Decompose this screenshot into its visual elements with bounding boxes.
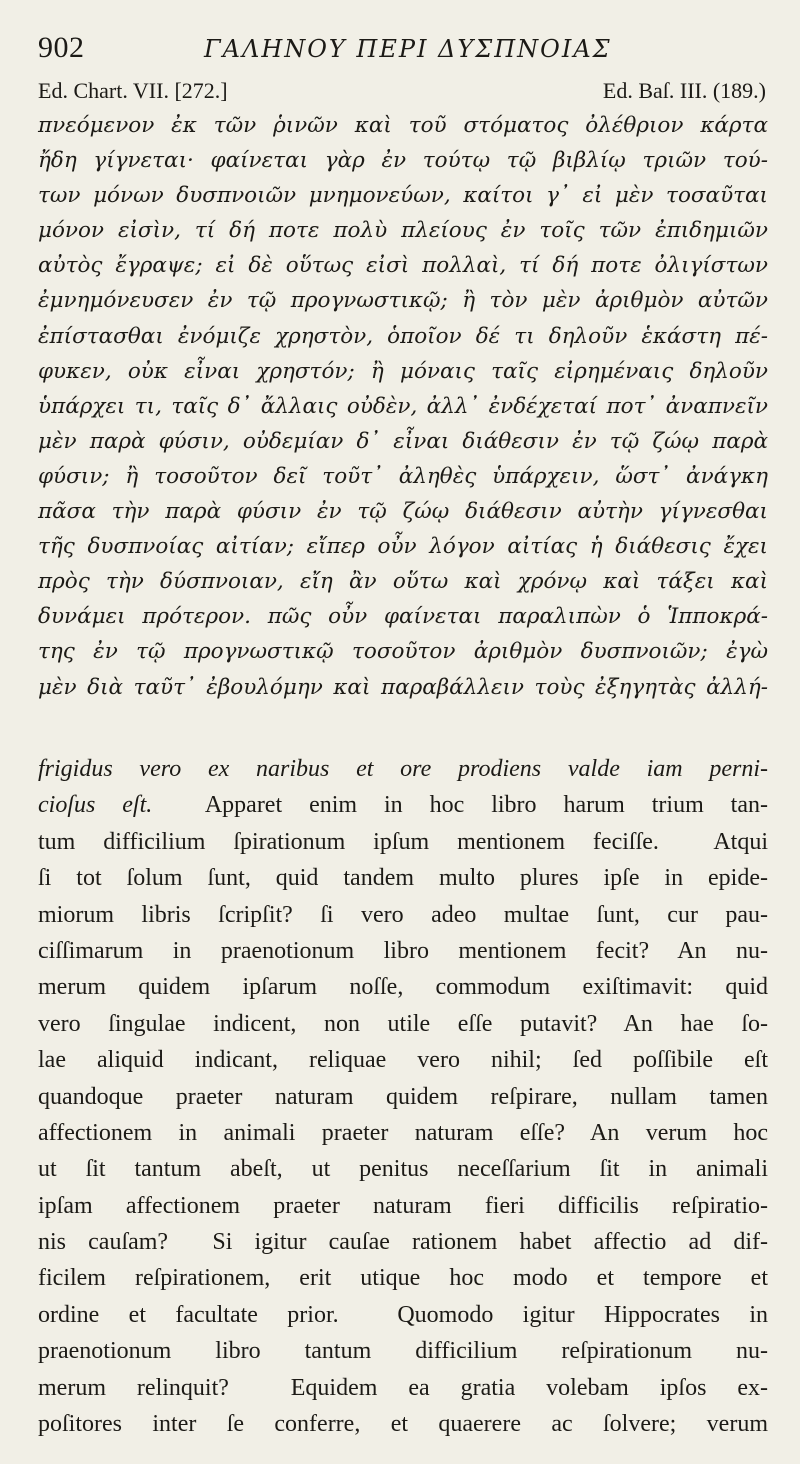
- latin-roman-text: vero ſingulae indicent, non utile eſſe putavit? An hae ſo-: [38, 1010, 768, 1037]
- latin-roman-text: nis cauſam? Si igitur cauſae rationem habet affectio ad dif-: [38, 1229, 768, 1256]
- edition-chartier: Ed. Chart. VII. [272.]: [38, 78, 228, 103]
- latin-text-line: [38, 860, 768, 896]
- edition-basel: Ed. Baſ. III. (189.): [602, 78, 766, 103]
- greek-text-line: τῆς δυσπνοίας αἰτίαν; εἴπερ οὖν λόγον αἰτίας ἡ διάθεσις ἔχει: [38, 534, 768, 560]
- greek-text-line: των μόνων δυσπνοιῶν μνημονεύων, καίτοι γ᾽ εἰ μὲν τοσαῦται: [38, 183, 768, 209]
- latin-roman-text: ipſam affectionem praeter naturam fieri difficilis reſpiratio-: [38, 1192, 768, 1219]
- latin-text-line: [38, 1115, 768, 1151]
- latin-roman-text: miorum libris ſcripſit? ſi vero adeo multae ſunt, cur pau-: [38, 901, 768, 928]
- latin-text-line: [38, 824, 768, 860]
- latin-roman-text: affectionem in animali praeter naturam eſſe? An verum hoc: [38, 1119, 768, 1146]
- latin-roman-text: ſi tot ſolum ſunt, quid tandem multo plures ipſe in epide-: [38, 865, 768, 892]
- latin-roman-text: ficilem reſpirationem, erit utique hoc modo et tempore et: [38, 1265, 768, 1292]
- greek-text-line: πᾶσα τὴν παρὰ φύσιν ἐν τῷ ζώῳ διάθεσιν αὐτὴν γίγνεσθαι: [38, 499, 768, 525]
- page-number: 902: [38, 31, 85, 64]
- latin-roman-text: poſitores inter ſe conferre, et quaerere ac ſolvere; verum: [38, 1411, 768, 1438]
- edition-references: [38, 77, 766, 105]
- latin-roman-text: Apparet enim in hoc libro harum trium tan-: [152, 792, 768, 819]
- latin-text-line: [38, 1006, 768, 1042]
- greek-text-line: ἤδη γίγνεται· φαίνεται γὰρ ἐν τούτῳ τῷ βιβλίῳ τριῶν τού-: [38, 148, 768, 174]
- latin-text-line: [38, 751, 768, 787]
- latin-text-line: [38, 1333, 768, 1369]
- greek-text-line: ἐμνημόνευσεν ἐν τῷ προγνωστικῷ; ἢ τὸν μὲν ἀριθμὸν αὐτῶν: [38, 288, 768, 314]
- latin-roman-text: merum relinquit? Equidem ea gratia volebam ipſos ex-: [38, 1374, 768, 1401]
- greek-text-line: μὲν παρὰ φύσιν, οὐδεμίαν δ᾽ εἶναι διάθεσιν ἐν τῷ ζώῳ παρὰ: [38, 428, 768, 454]
- latin-roman-text: ordine et facultate prior. Quomodo igitur Hippocrates in: [38, 1301, 768, 1328]
- latin-text-line: [38, 1297, 768, 1333]
- latin-roman-text: ut ſit tantum abeſt, ut penitus neceſſarium ſit in animali: [38, 1156, 768, 1183]
- greek-text-line: ἐπίστασθαι ἐνόμιζε χρηστὸν, ὁποῖον δέ τι δηλοῦν ἑκάστη πέ-: [38, 323, 768, 349]
- latin-roman-text: lae aliquid indicant, reliquae vero nihil; ſed poſſibile eſt: [38, 1047, 768, 1074]
- latin-roman-text: quandoque praeter naturam quidem reſpirare, nullam tamen: [38, 1083, 768, 1110]
- latin-roman-text: tum difficilium ſpirationum ipſum mentionem feciſſe. Atqui: [38, 828, 768, 855]
- latin-text-line: [38, 1406, 768, 1442]
- greek-text-line: πρὸς τὴν δύσπνοιαν, εἴη ἂν οὕτω καὶ χρόνῳ καὶ τάξει καὶ: [38, 569, 768, 595]
- latin-text-line: [38, 897, 768, 933]
- latin-text-line: [38, 1079, 768, 1115]
- latin-text-line: [38, 1188, 768, 1224]
- latin-text-line: [38, 1224, 768, 1260]
- latin-text-line: [38, 969, 768, 1005]
- greek-text-line: δυνάμει πρότερον. πῶς οὖν φαίνεται παραλιπὼν ὁ Ἱπποκρά-: [38, 604, 768, 630]
- greek-text-line: ὑπάρχει τι, ταῖς δ᾽ ἄλλαις οὐδὲν, ἀλλ᾽ ἐνδέχεταί ποτ᾽ ἀναπνεῖν: [38, 393, 768, 419]
- greek-text-line: αὐτὸς ἔγραψε; εἰ δὲ οὕτως εἰσὶ πολλαὶ, τί δή ποτε ὀλιγίστων: [38, 253, 768, 279]
- running-title: ΓΑΛΗΝΟΥ ΠΕΡΙ ΔΥΣΠΝΟΙΑΣ: [204, 35, 612, 63]
- page-header: [38, 30, 778, 66]
- greek-text-line: της ἐν τῷ προγνωστικῷ τοσοῦτον ἀριθμὸν δυσπνοιῶν; ἐγὼ: [38, 639, 768, 665]
- greek-text-line: μὲν διὰ ταῦτ᾽ ἐβουλόμην καὶ παραβάλλειν τοὺς ἐξηγητὰς ἀλλή-: [38, 674, 768, 700]
- latin-roman-text: praenotionum libro tantum difficilium reſpirationum nu-: [38, 1338, 768, 1365]
- greek-text-line: φύσιν; ἢ τοσοῦτον δεῖ τοῦτ᾽ ἀληθὲς ὑπάρχειν, ὥστ᾽ ἀνάγκη: [38, 463, 768, 489]
- latin-text-line: [38, 933, 768, 969]
- latin-text-column: [38, 751, 768, 1442]
- latin-text-line: [38, 1151, 768, 1187]
- greek-text-column: [38, 108, 768, 705]
- greek-text-line: πνεόμενον ἐκ τῶν ῥινῶν καὶ τοῦ στόματος ὀλέθριον κάρτα: [38, 113, 768, 138]
- latin-text-line: [38, 1370, 768, 1406]
- latin-roman-text: ciſſimarum in praenotionum libro mentionem fecit? An nu-: [38, 937, 768, 964]
- latin-text-line: [38, 1260, 768, 1296]
- greek-text-line: φυκεν, οὐκ εἶναι χρηστόν; ἢ μόναις ταῖς εἰρημέναις δηλοῦν: [38, 358, 768, 384]
- latin-text-line: [38, 787, 768, 823]
- latin-roman-text: merum quidem ipſarum noſſe, commodum exiſtimavit: quid: [38, 974, 768, 1001]
- latin-italic-text: frigidus vero ex naribus et ore prodiens valde iam perni-: [38, 756, 768, 782]
- greek-text-line: μόνον εἰσὶν, τί δή ποτε πολὺ πλείους ἐν τοῖς τῶν ἐπιδημιῶν: [38, 218, 768, 244]
- latin-text-line: [38, 1042, 768, 1078]
- latin-italic-text: cioſus eſt.: [38, 792, 153, 819]
